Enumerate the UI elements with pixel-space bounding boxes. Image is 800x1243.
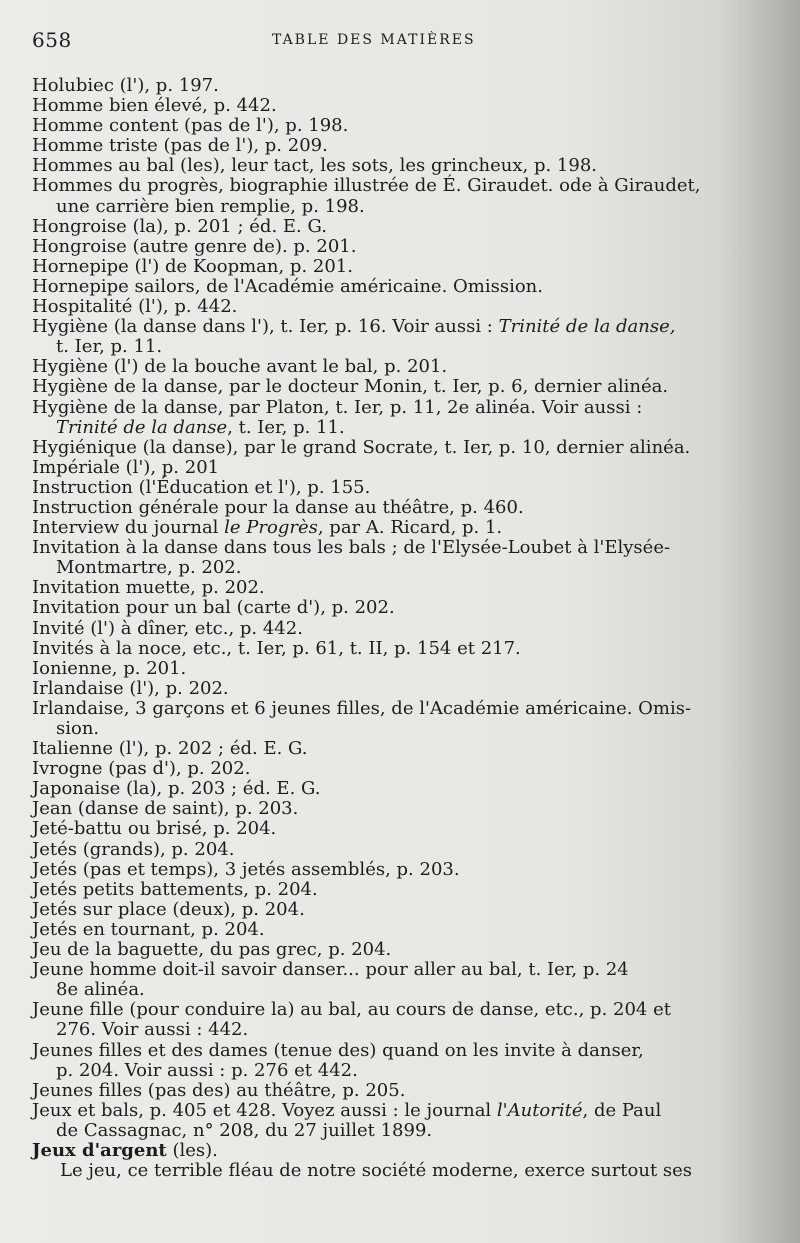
index-entry	[32, 458, 744, 478]
index-entry	[32, 598, 744, 618]
index-entry	[32, 860, 744, 880]
index-entry	[32, 900, 744, 920]
index-entry	[32, 76, 744, 96]
index-entry	[32, 578, 744, 598]
entry-text: Jeux d'argent	[32, 1139, 167, 1161]
entry-text: Invitation à la danse dans tous les bals ; de l'Elysée-Loubet à l'Elysée-	[32, 537, 671, 559]
entry-text: Impériale (l'), p. 201	[32, 456, 220, 478]
index-entry	[32, 880, 744, 900]
page-number: 658	[32, 28, 72, 52]
index-entry	[32, 920, 744, 940]
entry-text: Hommes au bal (les), leur tact, les sots, les grincheux, p. 198.	[32, 155, 598, 177]
entry-text: Irlandaise (l'), p. 202.	[32, 677, 229, 699]
entry-text: Italienne (l'), p. 202 ; éd. E. G.	[32, 738, 308, 760]
index-entry	[32, 518, 744, 538]
index-entry	[32, 1101, 744, 1121]
index-entry	[32, 116, 744, 136]
entry-text: Trinité de la danse,	[498, 316, 676, 338]
entry-text: Invitation muette, p. 202.	[32, 577, 265, 599]
entry-text: Hommes du progrès, biographie illustrée de É. Giraudet. ode à Giraudet,	[32, 175, 701, 197]
index-entries	[32, 76, 744, 1181]
index-entry	[32, 799, 744, 819]
entry-text: Hygiénique (la danse), par le grand Socrate, t. Ier, p. 10, dernier alinéa.	[32, 436, 691, 458]
entry-text: Invités à la noce, etc., t. Ier, p. 61, t. II, p. 154 et 217.	[32, 637, 521, 659]
entry-text: , de Paul	[582, 1099, 662, 1121]
index-entry	[32, 156, 744, 176]
entry-text: Homme bien élevé, p. 442.	[32, 95, 277, 117]
entry-text: t. Ier, p. 11.	[56, 336, 163, 358]
index-entry	[32, 217, 744, 237]
index-entry	[32, 237, 744, 257]
page-header	[32, 28, 744, 62]
entry-text: Jeu de la baguette, du pas grec, p. 204.	[32, 939, 392, 961]
entry-text: Interview du journal	[32, 517, 225, 539]
index-entry	[32, 377, 744, 397]
index-entry	[32, 1061, 744, 1081]
index-entry	[32, 176, 744, 196]
index-entry	[32, 659, 744, 679]
entry-text: Montmartre, p. 202.	[56, 557, 242, 579]
index-entry	[32, 1121, 744, 1141]
entry-text: Hospitalité (l'), p. 442.	[32, 296, 238, 318]
entry-text: Invitation pour un bal (carte d'), p. 202.	[32, 597, 395, 619]
index-entry	[32, 1000, 744, 1020]
index-entry	[32, 438, 744, 458]
index-entry	[32, 96, 744, 116]
index-entry	[32, 779, 744, 799]
entry-text: Trinité de la danse	[56, 416, 228, 438]
entry-text: Holubiec (l'), p. 197.	[32, 75, 219, 96]
index-entry	[32, 819, 744, 839]
entry-text: Jeux et bals, p. 405 et 428. Voyez aussi : le journal	[32, 1099, 497, 1121]
entry-text: Irlandaise, 3 garçons et 6 jeunes filles, de l'Académie américaine. Omis-	[32, 697, 692, 719]
entry-text: Jetés (grands), p. 204.	[32, 838, 235, 860]
entry-text: Instruction générale pour la danse au théâtre, p. 460.	[32, 496, 524, 518]
entry-text: Hygiène (la danse dans l'), t. Ier, p. 16. Voir aussi :	[32, 316, 499, 338]
index-entry	[32, 398, 744, 418]
entry-text: Hygiène (l') de la bouche avant le bal, p. 201.	[32, 356, 448, 378]
index-entry	[32, 337, 744, 357]
entry-text: , t. Ier, p. 11.	[227, 416, 345, 438]
entry-text: 276. Voir aussi : 442.	[56, 1019, 249, 1041]
entry-text: Hornepipe sailors, de l'Académie américaine. Omission.	[32, 275, 543, 297]
index-entry	[32, 538, 744, 558]
entry-text: Ivrogne (pas d'), p. 202.	[32, 758, 251, 780]
index-entry	[32, 940, 744, 960]
entry-text: l'Autorité	[496, 1099, 583, 1121]
index-entry	[32, 558, 744, 578]
index-entry	[32, 739, 744, 759]
index-entry	[32, 418, 744, 438]
index-entry	[32, 960, 744, 980]
index-entry	[32, 317, 744, 337]
entry-text: Hygiène de la danse, par Platon, t. Ier, p. 11, 2e alinéa. Voir aussi :	[32, 396, 643, 418]
index-entry	[32, 759, 744, 779]
index-entry	[32, 619, 744, 639]
entry-text: Jetés sur place (deux), p. 204.	[32, 898, 305, 920]
entry-text: Invité (l') à dîner, etc., p. 442.	[32, 617, 303, 639]
entry-text: Jeunes filles et des dames (tenue des) quand on les invite à danser,	[32, 1039, 644, 1061]
index-entry	[32, 699, 744, 719]
entry-text: 8e alinéa.	[56, 979, 145, 1001]
index-entry	[32, 257, 744, 277]
entry-text: le Progrès	[224, 517, 318, 539]
index-entry	[32, 719, 744, 739]
index-entry	[32, 980, 744, 1000]
entry-text: Jeune fille (pour conduire la) au bal, au cours de danse, etc., p. 204 et	[32, 999, 671, 1021]
entry-text: (les).	[166, 1139, 218, 1161]
entry-text: Hygiène de la danse, par le docteur Monin, t. Ier, p. 6, dernier alinéa.	[32, 376, 669, 398]
entry-text: Homme content (pas de l'), p. 198.	[32, 115, 349, 137]
entry-text: Hornepipe (l') de Koopman, p. 201.	[32, 255, 353, 277]
index-entry	[32, 136, 744, 156]
index-entry	[32, 478, 744, 498]
entry-text: sion.	[56, 718, 100, 739]
index-entry	[32, 498, 744, 518]
entry-text: Hongroise (la), p. 201 ; éd. E. G.	[32, 215, 327, 237]
entry-text: une carrière bien remplie, p. 198.	[56, 195, 365, 217]
entry-text: Hongroise (autre genre de). p. 201.	[32, 235, 357, 257]
index-entry	[32, 1141, 744, 1161]
index-entry	[32, 357, 744, 377]
body-paragraph	[32, 1161, 744, 1181]
entry-text: Jetés petits battements, p. 204.	[32, 878, 318, 900]
entry-text: Jetés en tournant, p. 204.	[32, 918, 265, 940]
index-entry	[32, 840, 744, 860]
index-entry	[32, 297, 744, 317]
entry-text: Jetés (pas et temps), 3 jetés assemblés, p. 203.	[32, 858, 460, 880]
running-head: TABLE DES MATIÈRES	[272, 32, 476, 48]
index-entry	[32, 639, 744, 659]
index-entry	[32, 1081, 744, 1101]
entry-text: Ionienne, p. 201.	[32, 657, 187, 679]
index-entry	[32, 679, 744, 699]
entry-text: , par A. Ricard, p. 1.	[317, 517, 503, 539]
entry-text: Instruction (l'Éducation et l'), p. 155.	[32, 476, 371, 498]
entry-text: Jean (danse de saint), p. 203.	[32, 798, 299, 820]
index-entry	[32, 277, 744, 297]
entry-text: Le jeu, ce terrible fléau de notre société moderne, exerce surtout ses	[60, 1160, 693, 1182]
entry-text: Japonaise (la), p. 203 ; éd. E. G.	[32, 778, 321, 800]
entry-text: Jeté-battu ou brisé, p. 204.	[32, 818, 277, 840]
entry-text: Jeune homme doit-il savoir danser... pour aller au bal, t. Ier, p. 24	[32, 959, 629, 981]
entry-text: Homme triste (pas de l'), p. 209.	[32, 135, 328, 157]
entry-text: Jeunes filles (pas des) au théâtre, p. 205.	[32, 1079, 406, 1101]
index-entry	[32, 1020, 744, 1040]
index-entry	[32, 197, 744, 217]
entry-text: p. 204. Voir aussi : p. 276 et 442.	[56, 1059, 358, 1081]
entry-text: de Cassagnac, n° 208, du 27 juillet 1899.	[56, 1119, 433, 1141]
index-entry	[32, 1041, 744, 1061]
